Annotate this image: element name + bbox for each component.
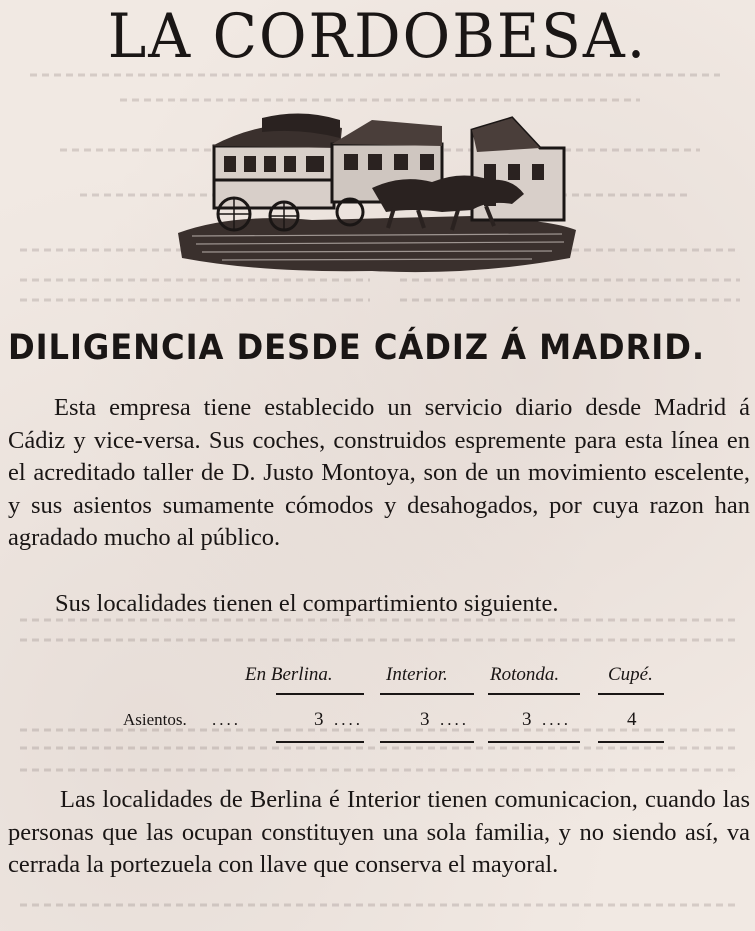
header-rotonda: Rotonda.	[490, 664, 560, 685]
header-berlina: En Berlina.	[245, 664, 333, 685]
seating-table	[120, 660, 680, 760]
paragraph-text: Las localidades de Berlina é Interior tienen comunicacion, cuando las personas que las ocupan constituyen una sola familia, y no siendo así, va cerrada la portezuela con llave que conserva el mayoral.	[8, 786, 750, 878]
leader-dots: ....	[440, 710, 469, 729]
paragraph-compartments	[55, 588, 745, 621]
paragraph-text: Esta empresa tiene establecido un servicio diario desde Madrid á Cádiz y vice-versa. Sus coches, construidos espremente para esta línea en el acreditado taller de D. Justo Montoya, son de un movimiento escelente, y sus asientos sumamente cómodos y desahogados, por cuya razon han agradado mucho al público.	[8, 394, 750, 551]
value-rule	[488, 741, 580, 743]
header-rule	[598, 693, 664, 695]
header-cupe: Cupé.	[608, 664, 653, 685]
leader-dots: ....	[212, 710, 241, 729]
leader-dots: ....	[334, 710, 363, 729]
value-interior: 3	[420, 709, 430, 730]
value-cupe: 4	[627, 709, 637, 730]
paragraph-service	[8, 392, 750, 555]
leader-dots: ....	[542, 710, 571, 729]
value-rule	[276, 741, 364, 743]
value-rule	[598, 741, 664, 743]
masthead-title: LA CORDOBESA.	[107, 0, 648, 72]
header-rule	[488, 693, 580, 695]
value-rule	[380, 741, 474, 743]
header-interior: Interior.	[386, 664, 448, 685]
paragraph-communication	[8, 784, 750, 882]
headline: DILIGENCIA DESDE CÁDIZ Á MADRID.	[8, 328, 706, 368]
stagecoach-engraving-icon	[172, 108, 582, 280]
paragraph-text: Sus localidades tienen el compartimiento siguiente.	[55, 590, 559, 617]
value-rotonda: 3	[522, 709, 532, 730]
value-berlina: 3	[314, 709, 324, 730]
row-label-asientos: Asientos.	[123, 710, 187, 729]
header-rule	[380, 693, 474, 695]
header-rule	[276, 693, 364, 695]
